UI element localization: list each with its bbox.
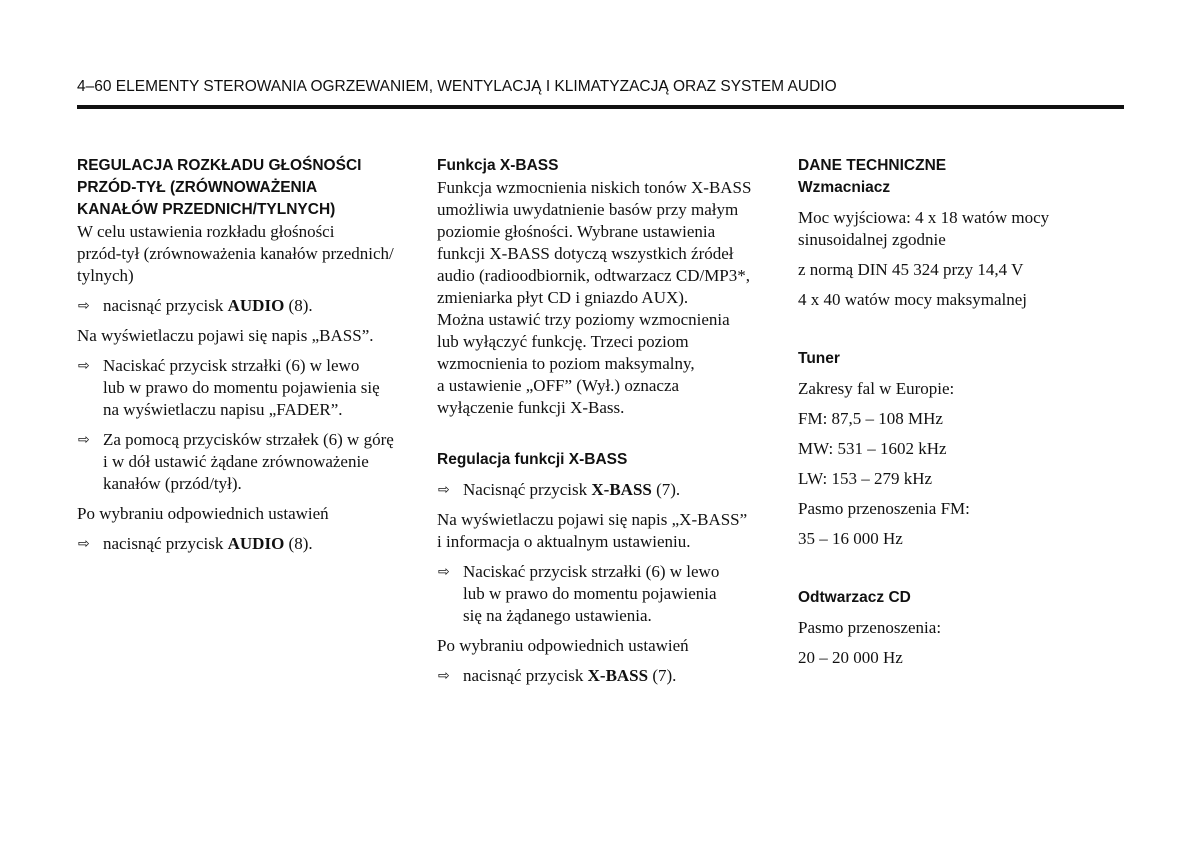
tuner-spec: MW: 531 – 1602 kHz	[798, 439, 947, 458]
right-arrow-icon: ⇨	[78, 298, 90, 314]
step-press-arrow	[77, 355, 412, 421]
balance-intro	[77, 221, 412, 287]
text-line: kanałów (przód/tył).	[103, 474, 242, 493]
right-arrow-icon: ⇨	[438, 668, 450, 684]
after-settings-text: Po wybraniu odpowiednich ustawień	[77, 504, 329, 523]
tuner-spec: Zakresy fal w Europie:	[798, 379, 955, 398]
text-line: Moc wyjściowa: 4 x 18 watów mocy	[798, 208, 1050, 227]
right-arrow-icon: ⇨	[78, 536, 90, 552]
text-line: lub wyłączyć funkcję. Trzeci poziom	[437, 332, 689, 351]
right-arrow-icon: ⇨	[438, 564, 450, 580]
column-balance	[77, 155, 412, 555]
tuner-spec: LW: 153 – 279 kHz	[798, 469, 933, 488]
text-line: sinusoidalnej zgodnie	[798, 230, 946, 249]
amplifier-power	[798, 207, 1118, 251]
tuner-heading: Tuner	[798, 350, 840, 367]
text-line: Za pomocą przycisków strzałek (6) w górę	[103, 430, 394, 449]
text-line: Na wyświetlaczu pojawi się napis „X-BASS”	[437, 510, 748, 529]
specs-heading: DANE TECHNICZNE	[798, 157, 947, 174]
text-line: wyłączenie funkcji X-Bass.	[437, 398, 625, 417]
header-text: 4–60 ELEMENTY STEROWANIA OGRZEWANIEM, WENTYLACJĄ I KLIMATYZACJĄ ORAZ SYSTEM AUDIO	[77, 78, 837, 95]
xbass-description	[437, 177, 772, 419]
step-press-audio-final: ⇨ nacisnąć przycisk AUDIO (8).	[78, 534, 313, 553]
text-line: poziomie głośności. Wybrane ustawienia	[437, 222, 716, 241]
step-set-balance	[77, 429, 412, 495]
text-line: i informacja o aktualnym ustawieniu.	[437, 532, 691, 551]
xbass-adjust-heading: Regulacja funkcji X-BASS	[437, 451, 628, 468]
heading-line: PRZÓD-TYŁ (ZRÓWNOWAŻENIA	[77, 179, 318, 196]
right-arrow-icon: ⇨	[78, 432, 90, 448]
display-bass-text: Na wyświetlaczu pojawi się napis „BASS”.	[77, 326, 374, 345]
text-line: lub w prawo do momentu pojawienia się	[103, 378, 380, 397]
amplifier-max-power: 4 x 40 watów mocy maksymalnej	[798, 290, 1027, 309]
text-line: Naciskać przycisk strzałki (6) w lewo	[103, 356, 360, 375]
text-line: Naciskać przycisk strzałki (6) w lewo	[463, 562, 720, 581]
text-line: wzmocnienia to poziom maksymalny,	[437, 354, 695, 373]
amplifier-norm: z normą DIN 45 324 przy 14,4 V	[798, 260, 1024, 279]
cd-spec: 20 – 20 000 Hz	[798, 648, 903, 667]
cd-player-heading: Odtwarzacz CD	[798, 589, 911, 606]
text-line: Funkcja wzmocnienia niskich tonów X-BASS	[437, 178, 752, 197]
heading-line: REGULACJA ROZKŁADU GŁOŚNOŚCI	[77, 157, 362, 174]
text-line: zmieniarka płyt CD i gniazdo AUX).	[437, 288, 689, 307]
display-xbass-text	[437, 509, 772, 553]
heading-line: KANAŁÓW PRZEDNICH/TYLNYCH)	[77, 201, 336, 218]
step-press-xbass: ⇨ Nacisnąć przycisk X-BASS (7).	[438, 480, 681, 499]
text-line: W celu ustawienia rozkładu głośności	[77, 222, 335, 241]
text-line: funkcji X-BASS dotyczą wszystkich źródeł	[437, 244, 734, 263]
text-line: przód-tył (zrównoważenia kanałów przednich/	[77, 244, 394, 263]
after-settings-text: Po wybraniu odpowiednich ustawień	[437, 636, 689, 655]
text-line: i w dół ustawić żądane zrównoważenie	[103, 452, 369, 471]
text-line: się na żądanego ustawienia.	[463, 606, 652, 625]
right-arrow-icon: ⇨	[78, 358, 90, 374]
text-line: audio (radioodbiornik, odtwarzacz CD/MP3*,	[437, 266, 751, 285]
column-specs	[798, 155, 1118, 669]
text-line: a ustawienie „OFF” (Wył.) oznacza	[437, 376, 680, 395]
page-header	[77, 77, 1124, 109]
amplifier-heading: Wzmacniacz	[798, 179, 891, 196]
column-xbass	[437, 155, 772, 687]
text-line: na wyświetlaczu napisu „FADER”.	[103, 400, 343, 419]
step-press-xbass-final: ⇨ nacisnąć przycisk X-BASS (7).	[438, 666, 677, 685]
tuner-spec: Pasmo przenoszenia FM:	[798, 499, 970, 518]
text-line: umożliwia uwydatnienie basów przy małym	[437, 200, 739, 219]
balance-heading	[77, 155, 412, 221]
text-line: lub w prawo do momentu pojawienia	[463, 584, 717, 603]
cd-spec: Pasmo przenoszenia:	[798, 618, 942, 637]
step-press-audio: ⇨ nacisnąć przycisk AUDIO (8).	[78, 296, 313, 315]
text-line: tylnych)	[77, 266, 134, 285]
xbass-heading: Funkcja X-BASS	[437, 157, 559, 174]
text-line: Można ustawić trzy poziomy wzmocnienia	[437, 310, 730, 329]
step-press-arrow-xbass	[437, 561, 772, 627]
right-arrow-icon: ⇨	[438, 482, 450, 498]
tuner-spec: 35 – 16 000 Hz	[798, 529, 903, 548]
tuner-spec: FM: 87,5 – 108 MHz	[798, 409, 943, 428]
